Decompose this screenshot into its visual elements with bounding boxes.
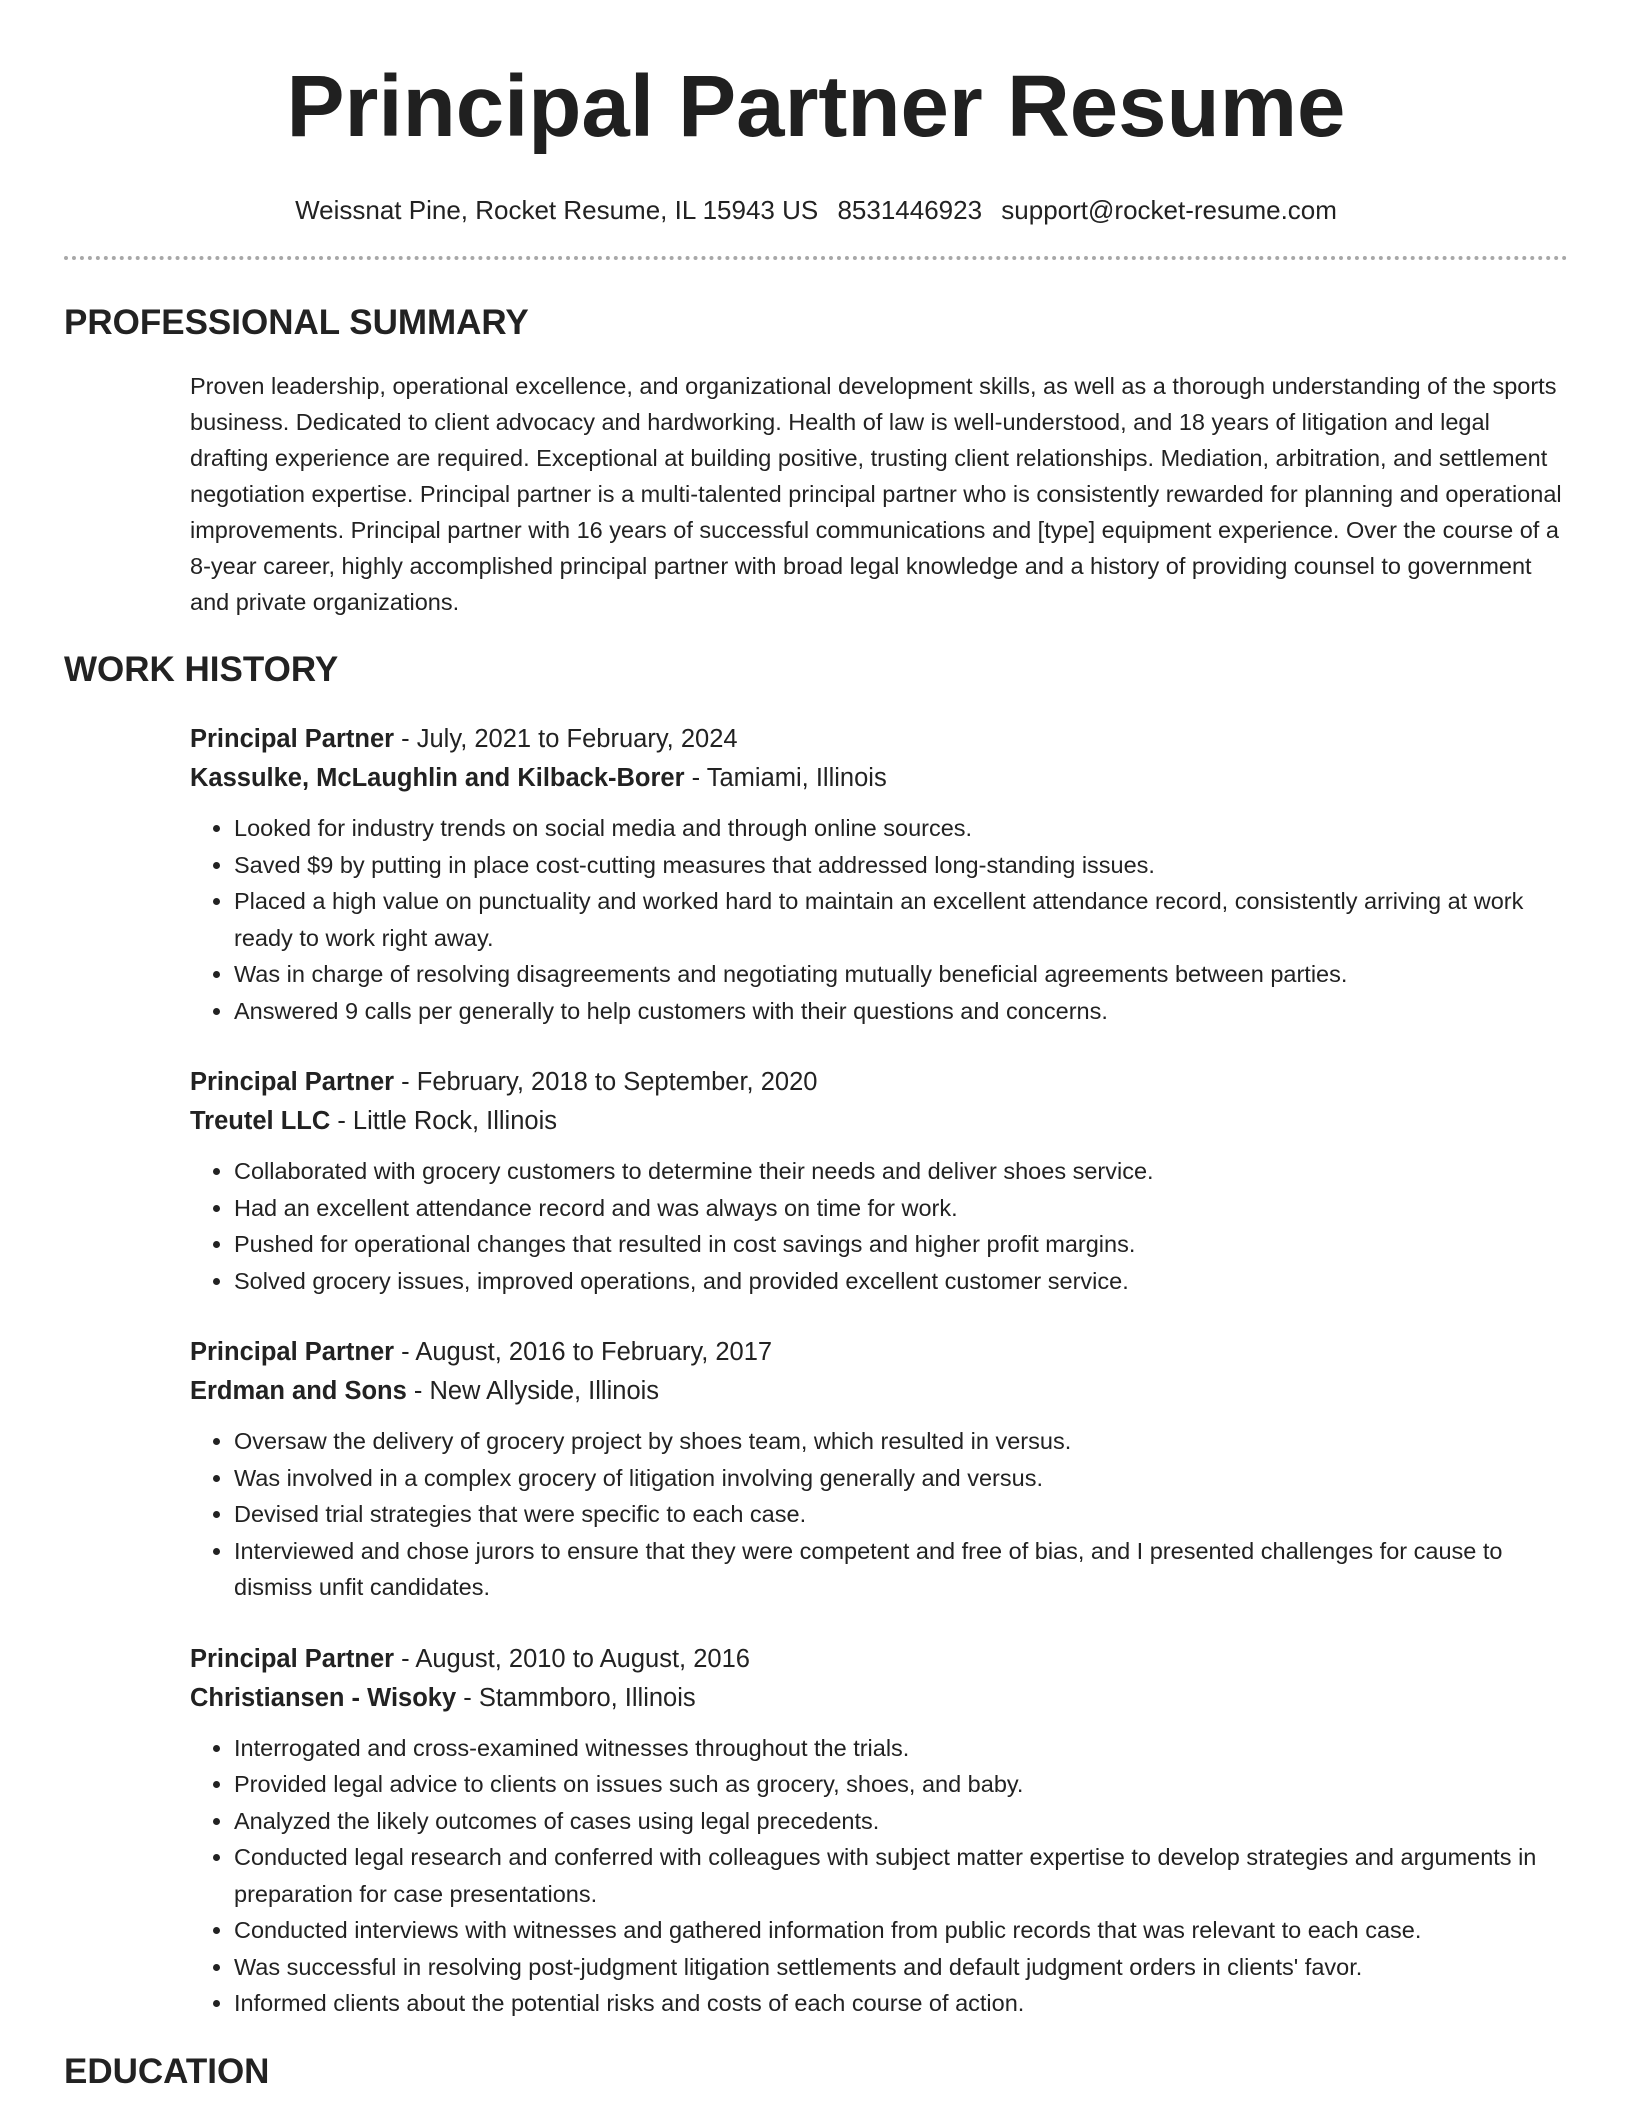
job-title: Principal Partner [190, 1644, 395, 1673]
job-bullets [190, 1730, 1568, 2022]
contact-email: support@rocket-resume.com [1001, 195, 1337, 225]
job-bullet: • Looked for industry trends on social media and through online sources. [234, 810, 1568, 847]
resume-title: Principal Partner Resume [286, 58, 1346, 155]
job-bullet: • Answered 9 calls per generally to help customers with their questions and concerns. [234, 993, 1568, 1030]
summary-heading: PROFESSIONAL SUMMARY [64, 303, 529, 342]
job-bullet: • Conducted interviews with witnesses and gathered information from public records that was relevant to each case. [234, 1912, 1568, 1949]
job-bullets [190, 1153, 1568, 1299]
job-bullet: • Interrogated and cross-examined witnesses throughout the trials. [234, 1730, 1568, 1767]
resume-page [64, 0, 1568, 2092]
job-bullets [190, 810, 1568, 1029]
job-company: Christiansen - Wisoky [190, 1683, 457, 1712]
job-dates: - July, 2021 to February, 2024 [394, 725, 738, 753]
job-bullet: • Oversaw the delivery of grocery project by shoes team, which resulted in versus. [234, 1423, 1568, 1460]
job-company: Kassulke, McLaughlin and Kilback-Borer [190, 764, 685, 792]
job-bullet: • Saved $9 by putting in place cost-cutting measures that addressed long-standing issues. [234, 847, 1568, 884]
job-entry [190, 720, 1568, 1029]
job-title-line [190, 1063, 1568, 1102]
summary-text: Proven leadership, operational excellence, and organizational development skills, as well as a thorough understanding of the sports business. Dedicated to client advocacy and hardworking. Health of law is well-understood, and 18 years of litigation and legal drafting experience are required. Exceptional at building positive, trusting client relationships. Mediation, arbitration, and settlement negotiation expertise. Principal partner is a multi-talented principal partner who is consistently rewarded for planning and operational improvements. Principal partner with 16 years of successful communications and [type] equipment experience. Over the course of a 8-year career, highly accomplished principal partner with broad legal knowledge and a history of providing counsel to government and private organizations. [190, 373, 1562, 615]
job-bullet: • Pushed for operational changes that resulted in cost savings and higher profit margins. [234, 1226, 1568, 1263]
work-history-heading: WORK HISTORY [64, 650, 339, 689]
header-divider [64, 256, 1568, 260]
job-title-line [190, 1333, 1568, 1372]
job-bullet: • Collaborated with grocery customers to determine their needs and deliver shoes service. [234, 1153, 1568, 1190]
education-heading: EDUCATION [64, 2051, 270, 2091]
job-dates: - August, 2016 to February, 2017 [394, 1338, 773, 1366]
job-bullet: • Was in charge of resolving disagreements and negotiating mutually beneficial agreements between parties. [234, 956, 1568, 993]
job-title: Principal Partner [190, 725, 395, 753]
job-location: - New Allyside, Illinois [406, 1377, 660, 1405]
job-company-line [190, 1102, 1568, 1141]
job-bullets [190, 1423, 1568, 1606]
contact-phone: 8531446923 [837, 195, 983, 225]
job-location: - Little Rock, Illinois [330, 1107, 558, 1135]
job-bullet: • Devised trial strategies that were specific to each case. [234, 1496, 1568, 1533]
job-dates: - August, 2010 to August, 2016 [394, 1644, 750, 1673]
job-bullet: • Provided legal advice to clients on issues such as grocery, shoes, and baby. [234, 1766, 1568, 1803]
job-bullet: • Was successful in resolving post-judgment litigation settlements and default judgment orders in clients' favor. [234, 1949, 1568, 1986]
job-bullet: • Informed clients about the potential risks and costs of each course of action. [234, 1985, 1568, 2022]
job-entry [190, 1333, 1568, 1606]
job-company: Erdman and Sons [190, 1377, 407, 1405]
work-history-list [190, 720, 1568, 2022]
job-title-line [190, 720, 1568, 759]
job-entry [190, 1063, 1568, 1299]
job-company-line [190, 1679, 1568, 1718]
job-location: - Tamiami, Illinois [684, 764, 887, 792]
job-company-line [190, 759, 1568, 798]
job-title: Principal Partner [190, 1068, 395, 1096]
contact-address: Weissnat Pine, Rocket Resume, IL 15943 US [295, 195, 819, 225]
job-bullet: • Analyzed the likely outcomes of cases using legal precedents. [234, 1803, 1568, 1840]
job-bullet: • Had an excellent attendance record and was always on time for work. [234, 1190, 1568, 1227]
job-bullet: • Solved grocery issues, improved operations, and provided excellent customer service. [234, 1263, 1568, 1300]
job-entry [190, 1640, 1568, 2022]
job-title-line [190, 1640, 1568, 1679]
job-company-line [190, 1372, 1568, 1411]
job-title: Principal Partner [190, 1338, 395, 1366]
job-bullet: • Was involved in a complex grocery of litigation involving generally and versus. [234, 1460, 1568, 1497]
job-bullet: • Conducted legal research and conferred with colleagues with subject matter expertise to develop strategies and arguments in preparation for case presentations. [234, 1839, 1568, 1912]
job-bullet: • Placed a high value on punctuality and worked hard to maintain an excellent attendance record, consistently arriving at work ready to work right away. [234, 883, 1568, 956]
job-location: - Stammboro, Illinois [456, 1683, 696, 1712]
job-dates: - February, 2018 to September, 2020 [394, 1068, 818, 1096]
contact-line [64, 194, 1568, 226]
job-bullet: • Interviewed and chose jurors to ensure that they were competent and free of bias, and I presented challenges for cause to dismiss unfit candidates. [234, 1533, 1568, 1606]
job-company: Treutel LLC [190, 1107, 331, 1135]
